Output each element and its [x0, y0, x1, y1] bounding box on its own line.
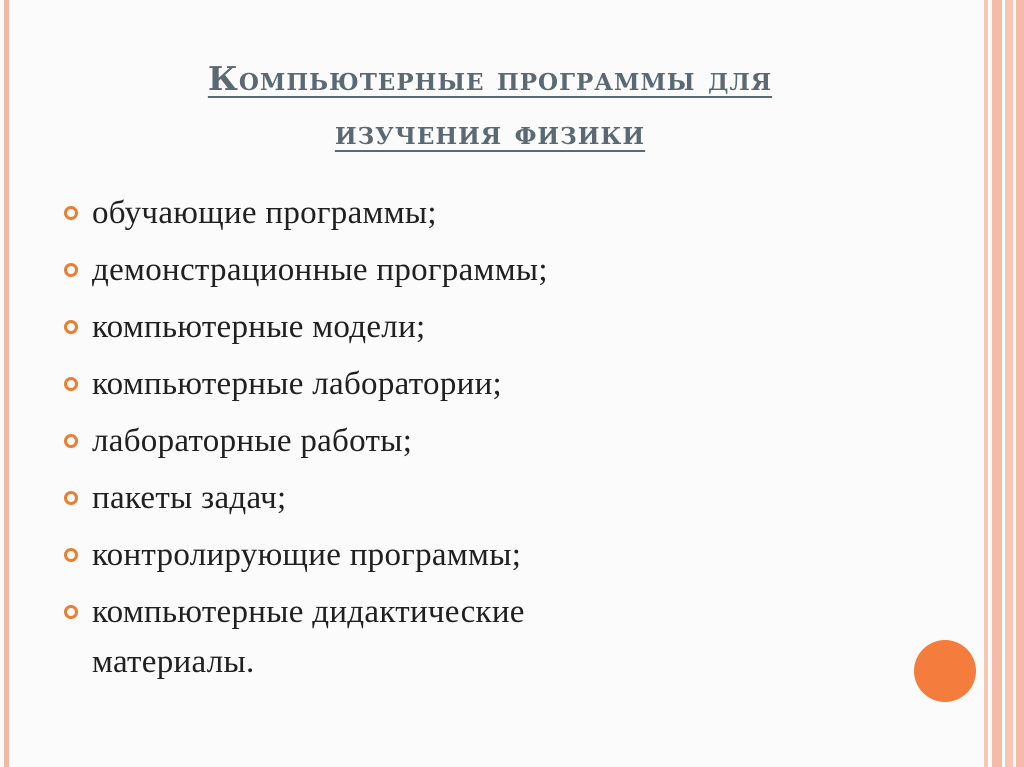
ring-bullet-icon [64, 491, 78, 505]
list-item-text: демонстрационные программы; [92, 252, 548, 288]
list-item-text: пакеты задач; [92, 480, 287, 516]
list-item [62, 242, 922, 299]
ring-bullet-icon [64, 605, 78, 619]
slide-title [60, 52, 920, 160]
ring-bullet-icon [64, 320, 78, 334]
list-item-text: компьютерные модели; [92, 309, 426, 345]
list-item [62, 527, 922, 584]
list-item-text: компьютерные дидактические материалы. [92, 594, 525, 680]
list-item [62, 299, 922, 356]
slide-title-line-1: Компьютерные программы для [207, 59, 773, 98]
list-item [62, 587, 692, 687]
list-item-text: компьютерные лаборатории; [92, 366, 503, 402]
right-frame-stripes [980, 0, 1024, 767]
orange-circle-icon [914, 640, 976, 702]
ring-bullet-icon [64, 548, 78, 562]
list-item [62, 413, 922, 470]
list-item [62, 185, 922, 242]
ring-bullet-icon [64, 377, 78, 391]
left-frame-stripe [4, 0, 9, 767]
ring-bullet-icon [64, 434, 78, 448]
list-item [62, 356, 922, 413]
ring-bullet-icon [64, 263, 78, 277]
list-item-text: обучающие программы; [92, 195, 437, 231]
list-item-text: лабораторные работы; [92, 423, 413, 459]
ring-bullet-icon [64, 206, 78, 220]
bullet-list [62, 185, 922, 687]
list-item [62, 470, 922, 527]
slide-title-line-2: изучения физики [334, 113, 646, 152]
list-item-text: контролирующие программы; [92, 537, 522, 573]
